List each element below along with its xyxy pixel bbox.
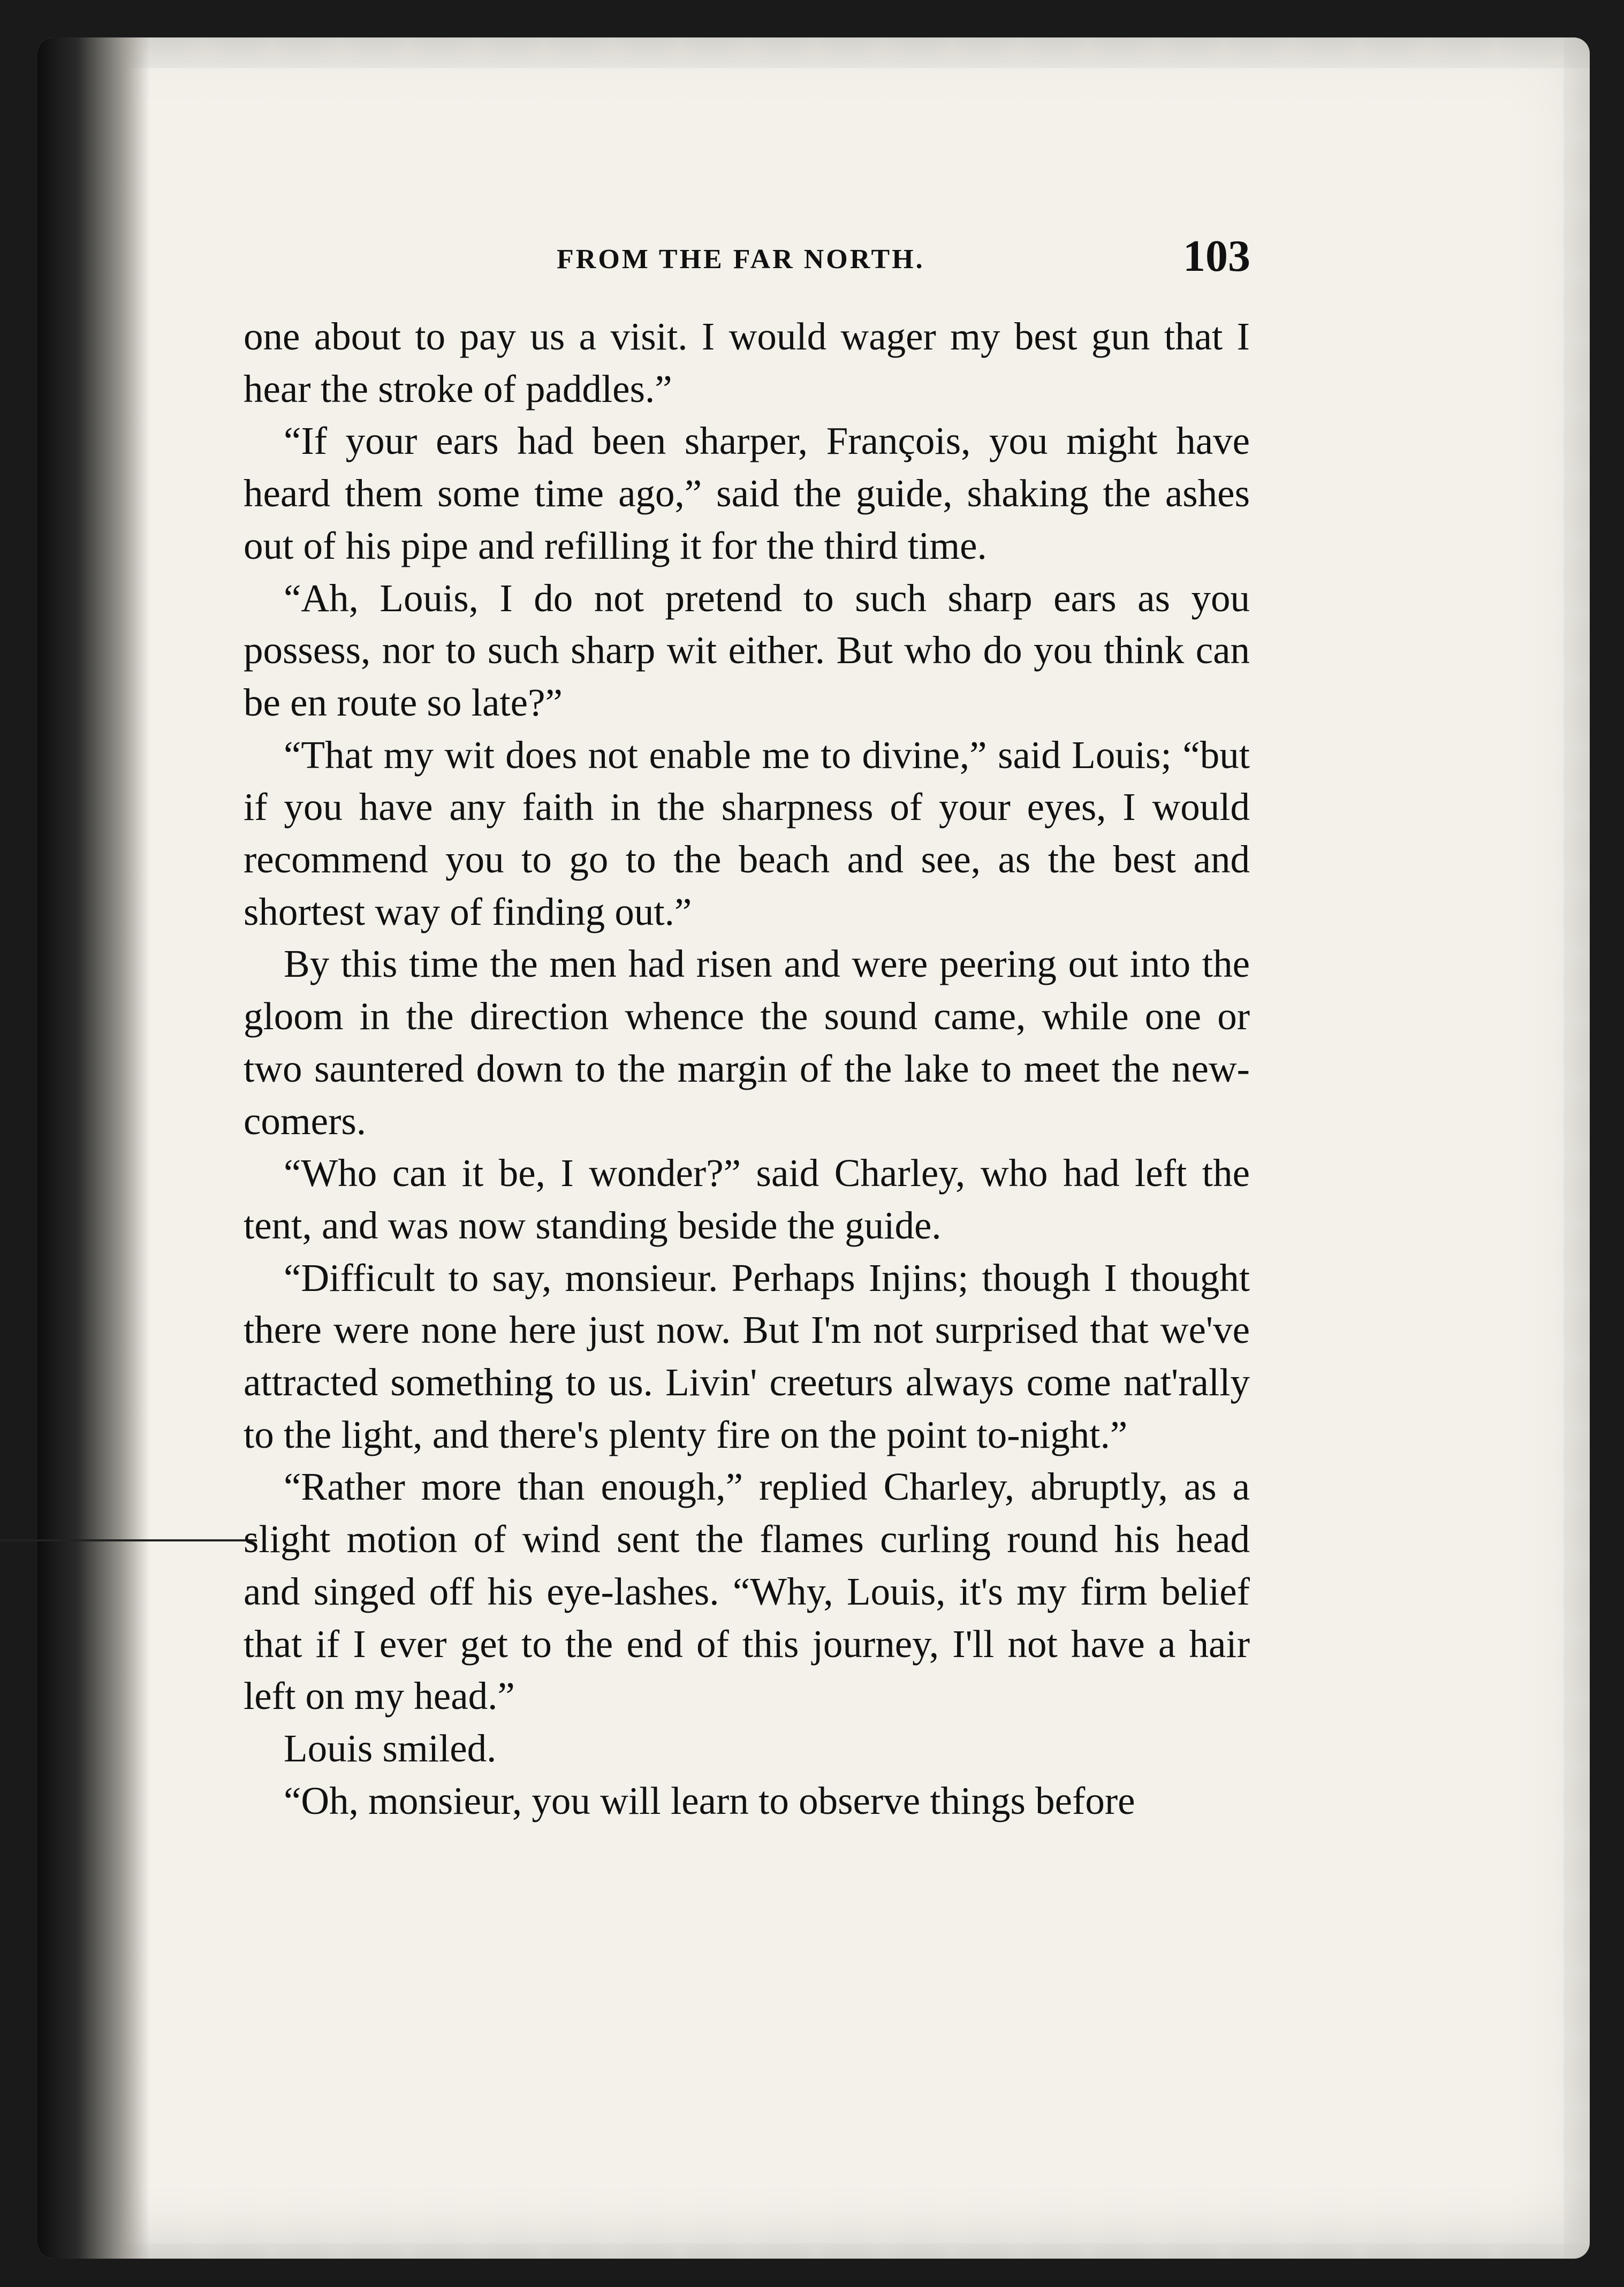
paragraph: Louis smiled. [284, 1726, 497, 1770]
paragraph: By this time the men had risen and were peering out into the gloom in the direction whence the sound came, while one or two sauntered down to the margin of the lake to meet the new-comers. [244, 942, 1250, 1143]
page-number: 103 [1183, 231, 1250, 281]
paragraph: “Ah, Louis, I do not pretend to such sharp ears as you possess, nor to such sharp wit either. But who do you think can be en route so late?” [244, 576, 1250, 724]
paragraph: one about to pay us a visit. I would wager my best gun that I hear the stroke of paddles.” [244, 315, 1250, 411]
stray-scan-line [0, 1539, 257, 1541]
page-gutter-shadow [37, 37, 150, 2259]
body-text [244, 310, 1250, 1827]
paragraph: “Who can it be, I wonder?” said Charley, who had left the tent, and was now standing beside the guide. [244, 1151, 1250, 1247]
paragraph: “Oh, monsieur, you will learn to observe things before [284, 1779, 1135, 1822]
running-title: FROM THE FAR NORTH. [557, 244, 925, 275]
paragraph: “If your ears had been sharper, François, you might have heard them some time ago,” said the guide, shaking the ashes out of his pipe and refilling it for the third time. [244, 419, 1250, 567]
paragraph: “Difficult to say, monsieur. Perhaps Injins; though I thought there were none here just now. But I'm not surprised that we've attracted something to us. Livin' creeturs always come nat'rally to the light, and there's plenty fire on the point to-night.” [244, 1256, 1250, 1456]
paragraph: “Rather more than enough,” replied Charley, abruptly, as a slight motion of wind sent the flames curling round his head and singed off his eye-lashes. “Why, Louis, it's my firm belief that if I ever get to the end of this journey, I'll not have a hair left on my head.” [244, 1465, 1250, 1718]
paragraph: “That my wit does not enable me to divine,” said Louis; “but if you have any faith in the sharpness of your eyes, I would recommend you to go to the beach and see, as the best and shortest way of finding out.” [244, 733, 1250, 933]
